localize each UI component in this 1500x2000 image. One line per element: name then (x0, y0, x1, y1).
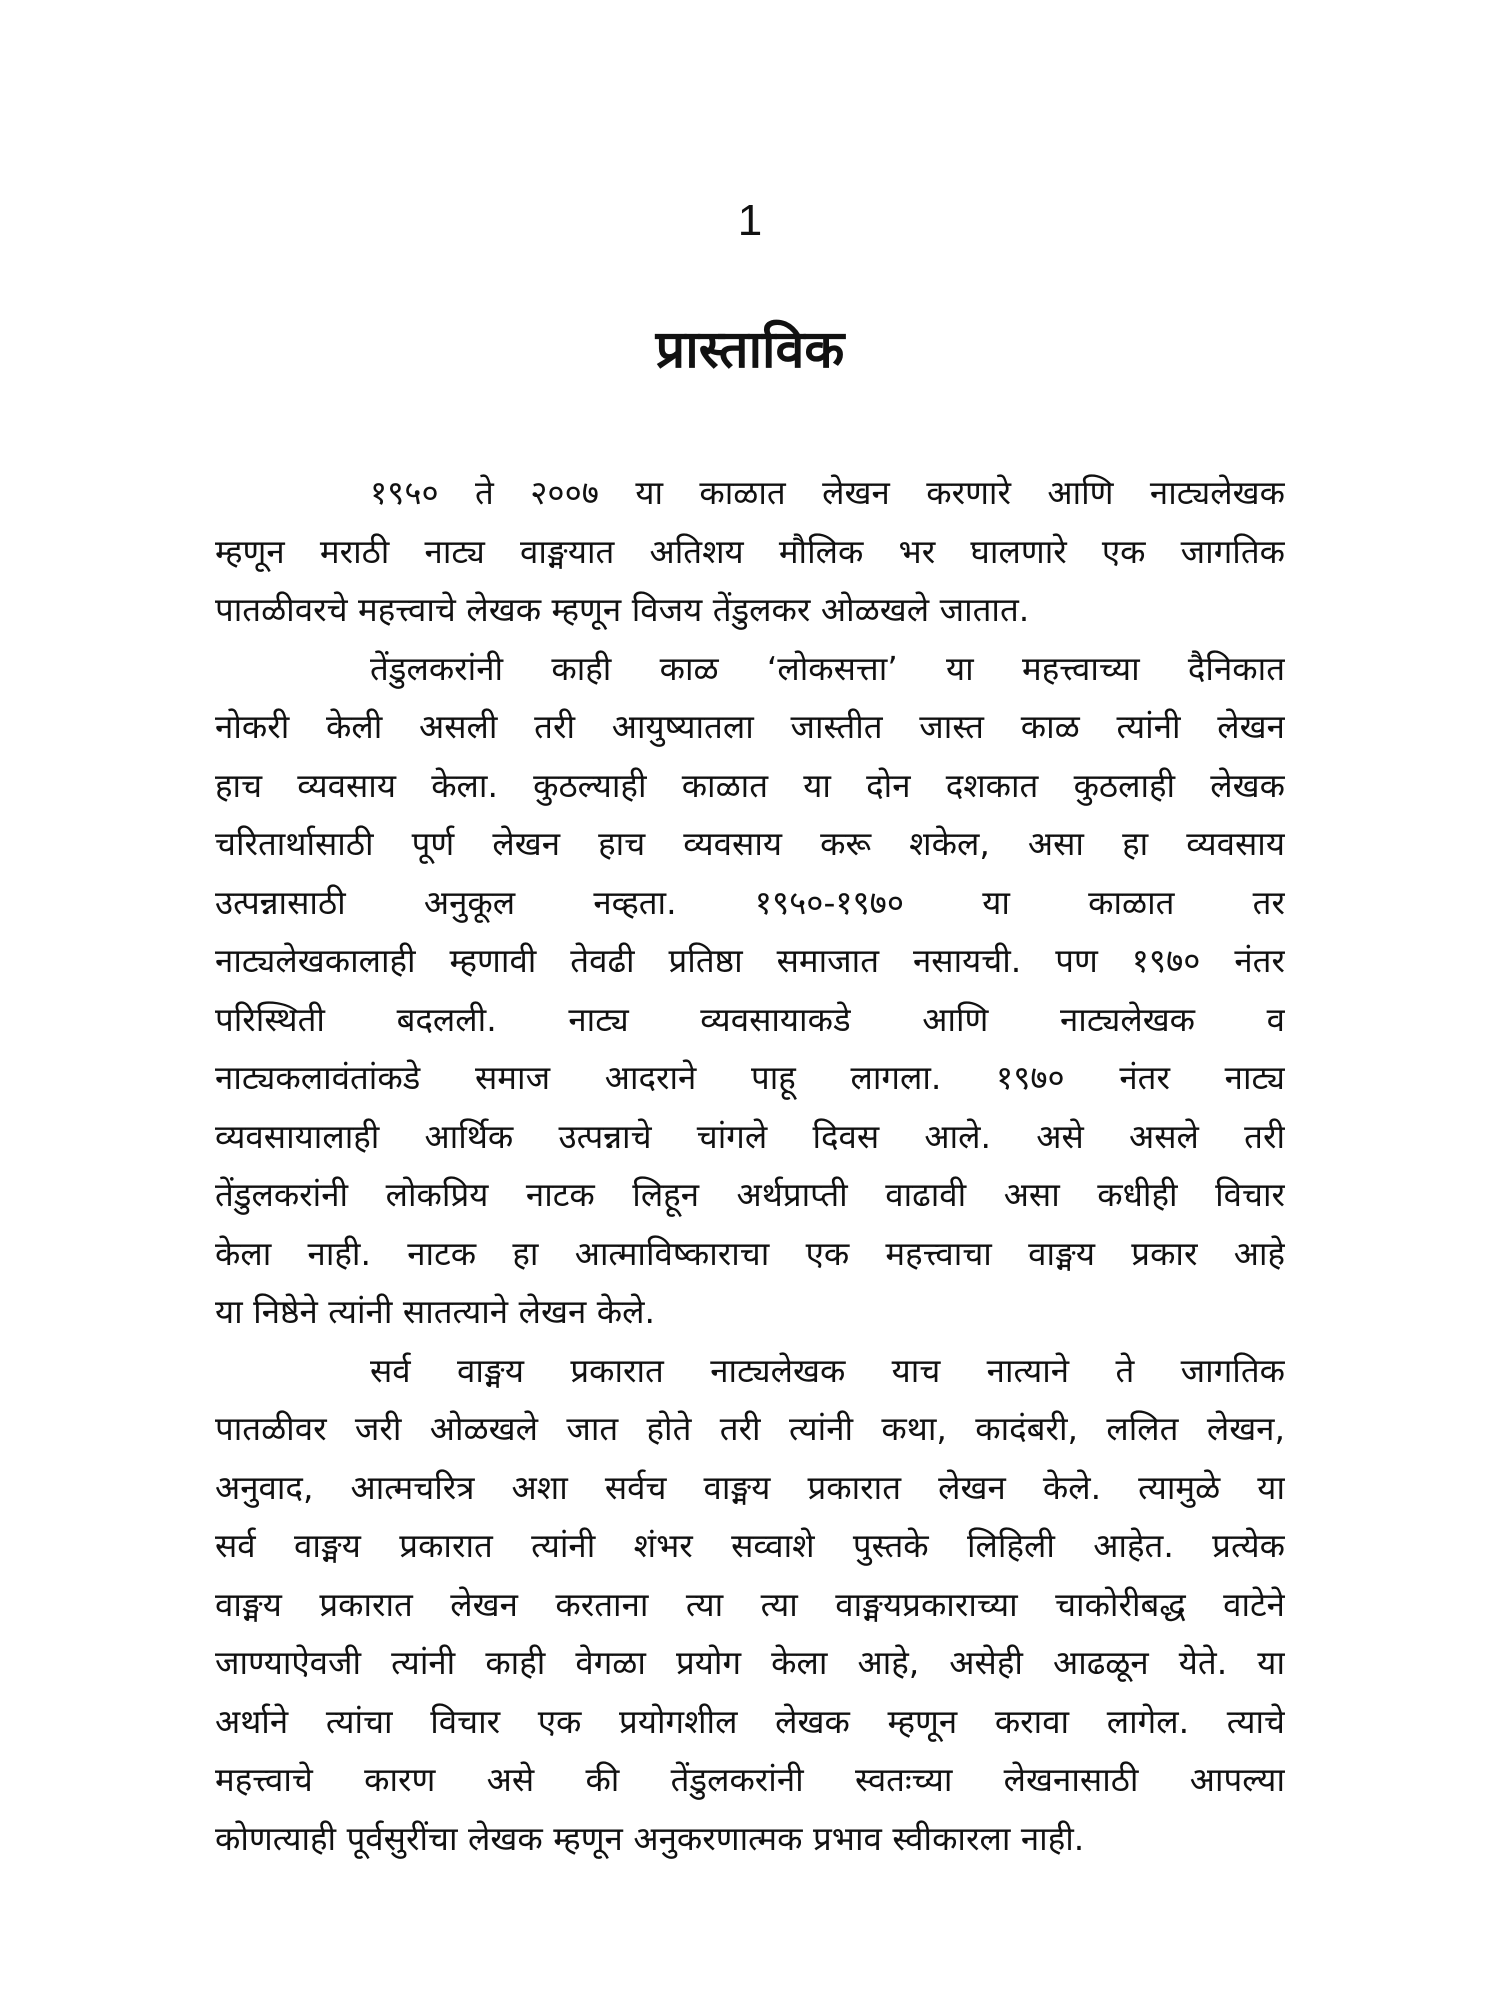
text-line: कोणत्याही पूर्वसुरींचा लेखक म्हणून अनुकरणात्मक प्रभाव स्वीकारला नाही. (215, 1818, 1085, 1858)
text-line: चरितार्थासाठी पूर्ण लेखन हाच व्यवसाय करू शकेल, असा हा व्यवसाय (215, 824, 1285, 863)
text-line: हाच व्यवसाय केला. कुठल्याही काळात या दोन दशकात कुठलाही लेखक (215, 765, 1285, 805)
chapter-number: 1 (737, 196, 763, 245)
text-line: तेंडुलकरांनी काही काळ ‘लोकसत्ता’ या महत्त्वाच्या दैनिकात (370, 648, 1285, 688)
text-line: सर्व वाङ्मय प्रकारात नाट्यलेखक याच नात्याने ते जागतिक (370, 1350, 1285, 1390)
text-line: उत्पन्नासाठी अनुकूल नव्हता. १९५०-१९७० या काळात तर (215, 882, 1285, 922)
text-line: अर्थाने त्यांचा विचार एक प्रयोगशील लेखक म्हणून करावा लागेल. त्याचे (215, 1701, 1285, 1741)
text-line: परिस्थिती बदलली. नाट्य व्यवसायाकडे आणि नाट्यलेखक व (215, 999, 1285, 1039)
text-line: सर्व वाङ्मय प्रकारात त्यांनी शंभर सव्वाशे पुस्तके लिहिली आहेत. प्रत्येक (215, 1526, 1285, 1565)
text-line: या निष्ठेने त्यांनी सातत्याने लेखन केले. (215, 1292, 655, 1331)
paragraph-1 (215, 464, 1285, 640)
text-line: वाङ्मय प्रकारात लेखन करताना त्या त्या वाङ्मयप्रकाराच्या चाकोरीबद्ध वाटेने (215, 1584, 1285, 1624)
text-line: पातळीवर जरी ओळखले जात होते तरी त्यांनी कथा, कादंबरी, ललित लेखन, (215, 1409, 1285, 1448)
text-line: नाट्यकलावंतांकडे समाज आदराने पाहू लागला. १९७० नंतर नाट्य (215, 1058, 1285, 1097)
text-line: १९५० ते २००७ या काळात लेखन करणारे आणि नाट्यलेखक (370, 473, 1285, 512)
chapter-title: प्रास्ताविक (655, 320, 845, 380)
text-line: नोकरी केली असली तरी आयुष्यातला जास्तीत जास्त काळ त्यांनी लेखन (215, 707, 1285, 746)
text-line: नाट्यलेखकालाही म्हणावी तेवढी प्रतिष्ठा समाजात नसायची. पण १९७० नंतर (215, 941, 1285, 980)
text-line: महत्त्वाचे कारण असे की तेंडुलकरांनी स्वतःच्या लेखनासाठी आपल्या (215, 1760, 1285, 1799)
chapter-body (215, 464, 1285, 1868)
text-line: जाण्याऐवजी त्यांनी काही वेगळा प्रयोग केला आहे, असेही आढळून येते. या (215, 1643, 1285, 1682)
text-line: म्हणून मराठी नाट्य वाङ्मयात अतिशय मौलिक भर घालणारे एक जागतिक (215, 531, 1285, 571)
text-line: तेंडुलकरांनी लोकप्रिय नाटक लिहून अर्थप्राप्ती वाढावी असा कधीही विचार (215, 1175, 1285, 1214)
paragraph-3 (215, 1342, 1285, 1869)
text-line: व्यवसायालाही आर्थिक उत्पन्नाचे चांगले दिवस आले. असे असले तरी (215, 1116, 1285, 1156)
text-line: पातळीवरचे महत्त्वाचे लेखक म्हणून विजय तेंडुलकर ओळखले जातात. (215, 590, 1030, 629)
text-line: केला नाही. नाटक हा आत्माविष्काराचा एक महत्त्वाचा वाङ्मय प्रकार आहे (215, 1233, 1285, 1273)
paragraph-2 (215, 640, 1285, 1342)
text-line: अनुवाद, आत्मचरित्र अशा सर्वच वाङ्मय प्रकारात लेखन केले. त्यामुळे या (215, 1467, 1285, 1507)
